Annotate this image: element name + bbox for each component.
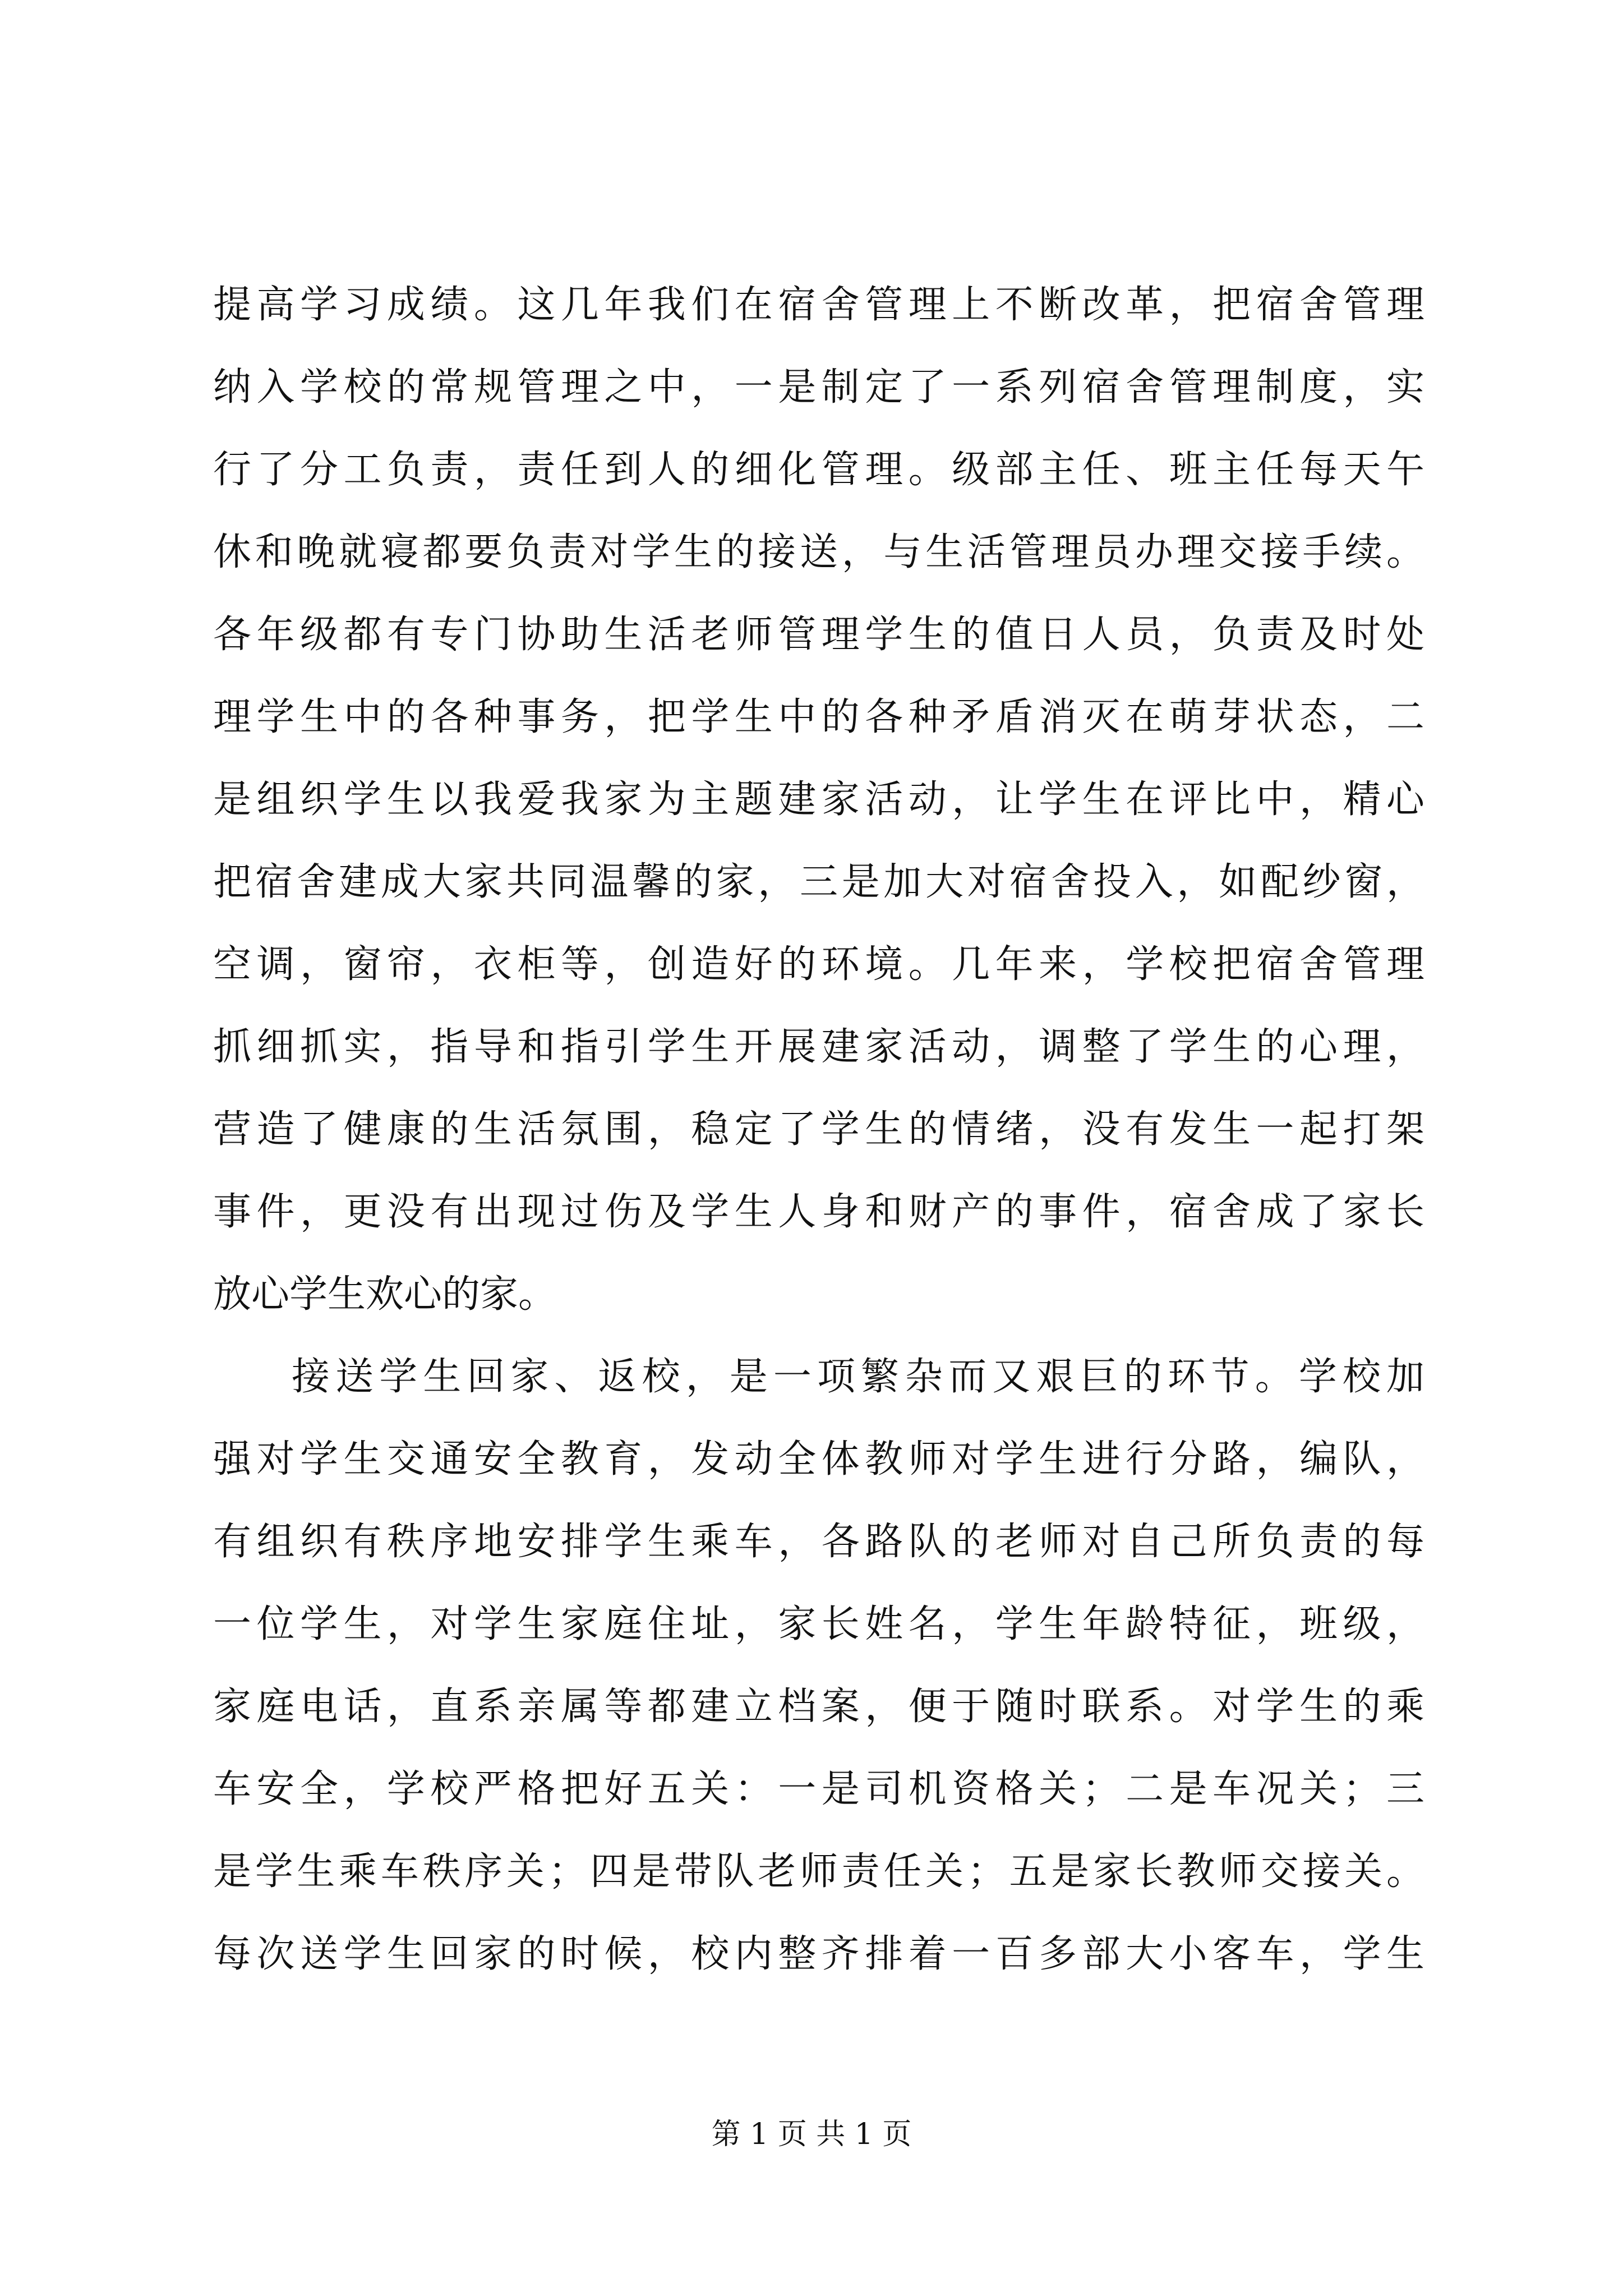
page-footer [0,2115,1623,2154]
paragraph-1-line-7: 是组织学生以我爱我家为主题建家活动，让学生在评比中，精心 [213,777,1424,822]
page-number-label: 第 1 页 共 1 页 [711,2118,912,2151]
paragraph-2-line-6: 车安全，学校严格把好五关：一是司机资格关；二是车况关；三 [213,1767,1424,1811]
paragraph-2-line-1: 接送学生回家、返校，是一项繁杂而又艰巨的环节。学校加 [292,1355,1424,1399]
paragraph-2-line-2: 强对学生交通安全教育，发动全体教师对学生进行分路，编队， [213,1437,1424,1481]
paragraph-1-line-3: 行了分工负责，责任到人的细化管理。级部主任、班主任每天午 [213,448,1424,492]
paragraph-2-line-4: 一位学生，对学生家庭住址，家长姓名，学生年龄特征，班级， [213,1602,1424,1646]
paragraph-1-line-10: 抓细抓实，指导和指引学生开展建家活动，调整了学生的心理， [213,1025,1424,1069]
paragraph-1-line-5: 各年级都有专门协助生活老师管理学生的值日人员，负责及时处 [213,613,1424,657]
paragraph-2-line-3: 有组织有秩序地安排学生乘车，各路队的老师对自己所负责的每 [213,1520,1424,1564]
paragraph-2-line-7: 是学生乘车秩序关；四是带队老师责任关；五是家长教师交接关。 [213,1849,1424,1894]
paragraph-1-line-12: 事件，更没有出现过伤及学生人身和财产的事件，宿舍成了家长 [213,1190,1424,1234]
paragraph-2-line-5: 家庭电话，直系亲属等都建立档案，便于随时联系。对学生的乘 [213,1685,1424,1729]
paragraph-1-line-11: 营造了健康的生活氛围，稳定了学生的情绪，没有发生一起打架 [213,1107,1424,1152]
paragraph-1-line-2: 纳入学校的常规管理之中，一是制定了一系列宿舍管理制度，实 [213,365,1424,409]
paragraph-1-line-6: 理学生中的各种事务，把学生中的各种矛盾消灭在萌芽状态，二 [213,695,1424,739]
paragraph-1-line-13: 放心学生欢心的家。 [213,1272,557,1317]
paragraph-1-line-4: 休和晚就寝都要负责对学生的接送，与生活管理员办理交接手续。 [213,530,1424,574]
paragraph-1-line-8: 把宿舍建成大家共同温馨的家，三是加大对宿舍投入，如配纱窗， [213,860,1424,904]
document-body [213,264,1424,1995]
paragraph-2-line-8: 每次送学生回家的时候，校内整齐排着一百多部大小客车，学生 [213,1932,1424,1976]
paragraph-1-line-9: 空调，窗帘，衣柜等，创造好的环境。几年来，学校把宿舍管理 [213,942,1424,987]
paragraph-1-line-1: 提高学习成绩。这几年我们在宿舍管理上不断改革，把宿舍管理 [213,283,1424,327]
